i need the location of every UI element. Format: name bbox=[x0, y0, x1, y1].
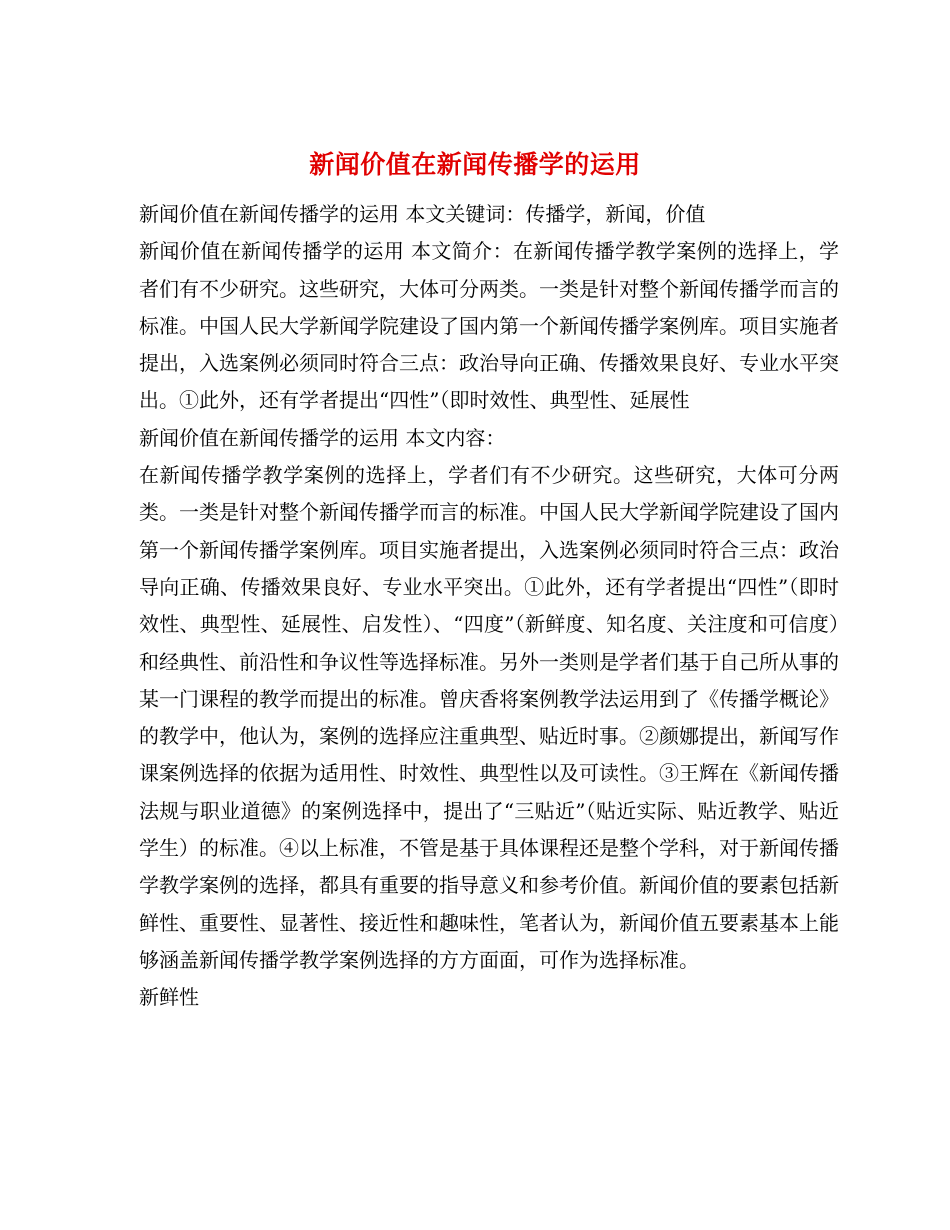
document-body bbox=[139, 196, 839, 1017]
section-heading: 新鲜性 bbox=[139, 985, 199, 1010]
content-heading: 新闻价值在新闻传播学的运用 本文内容： bbox=[139, 425, 506, 450]
content-paragraph: 在新闻传播学教学案例的选择上，学者们有不少研究。这些研究，大体可分两类。一类是针对整个新闻传播学而言的标准。中国人民大学新闻学院建设了国内第一个新闻传播学案例库。项目实施者提出，入选案例必须同时符合三点：政治导向正确、传播效果良好、专业水平突出。①此外，还有学者提出“四性”（即时效性、典型性、延展性、启发性）、“四度”（新鲜度、知名度、关注度和可信度）和经典性、前沿性和争议性等选择标准。另外一类则是学者们基于自己所从事的某一门课程的教学而提出的标准。曾庆香将案例教学法运用到了《传播学概论》的教学中，他认为，案例的选择应注重典型、贴近时事。②颜娜提出，新闻写作课案例选择的依据为适用性、时效性、典型性以及可读性。③王辉在《新闻传播法规与职业道德》的案例选择中，提出了“三贴近”（贴近实际、贴近教学、贴近学生）的标准。④以上标准，不管是基于具体课程还是整个学科，对于新闻传播学教学案例的选择，都具有重要的指导意义和参考价值。新闻价值的要素包括新鲜性、重要性、显著性、接近性和趣味性，笔者认为，新闻价值五要素基本上能够涵盖新闻传播学教学案例选择的方方面面，可作为选择标准。 bbox=[139, 463, 839, 972]
summary-paragraph: 新闻价值在新闻传播学的运用 本文简介：在新闻传播学教学案例的选择上，学者们有不少研究。这些研究，大体可分两类。一类是针对整个新闻传播学而言的标准。中国人民大学新闻学院建设了国内第一个新闻传播学案例库。项目实施者提出，入选案例必须同时符合三点：政治导向正确、传播效果良好、专业水平突出。①此外，还有学者提出“四性”（即时效性、典型性、延展性 bbox=[139, 239, 839, 413]
document-title: 新闻价值在新闻传播学的运用 bbox=[309, 149, 641, 179]
keywords-line: 新闻价值在新闻传播学的运用 本文关键词：传播学，新闻，价值 bbox=[139, 202, 706, 226]
